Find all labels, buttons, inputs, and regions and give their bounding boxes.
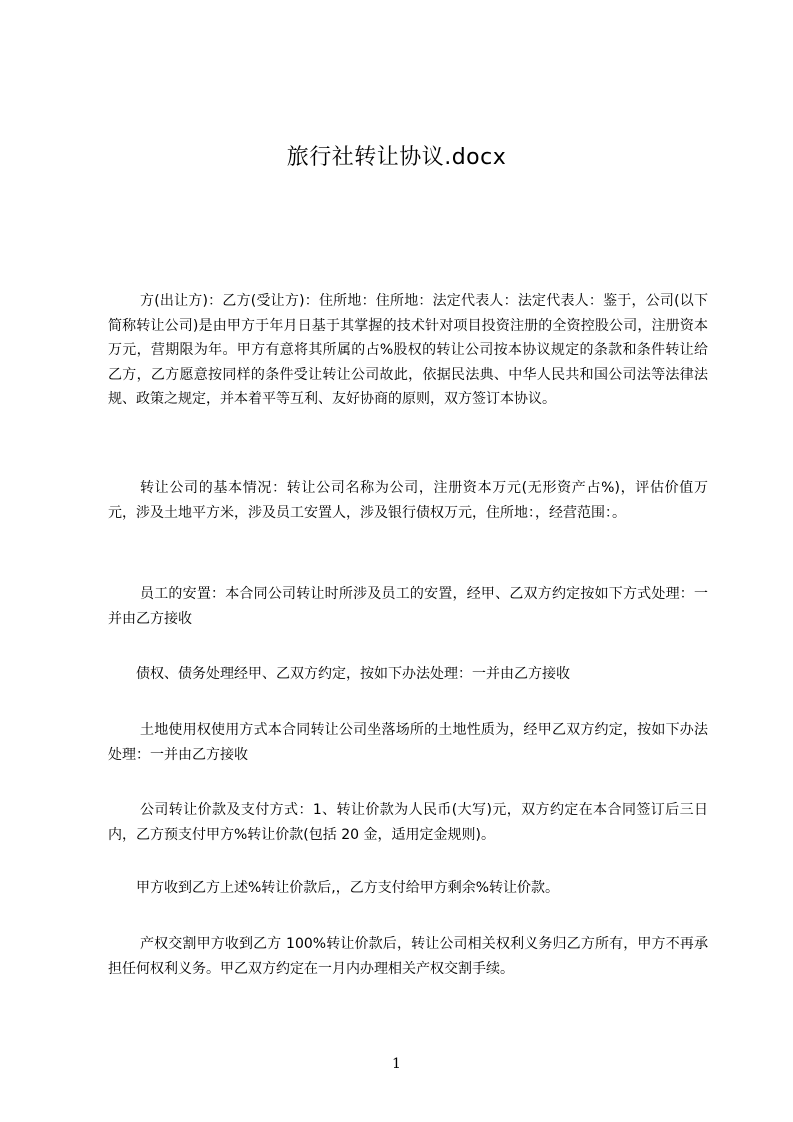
paragraph-land-use: 土地使用权使用方式本合同转让公司坐落场所的土地性质为，经甲乙双方约定，按如下办法处理：一并由乙方接收 bbox=[108, 722, 708, 763]
paragraph-parties-preamble: 方(出让方)：乙方(受让方)：住所地：住所地：法定代表人：法定代表人：鉴于，公司(以下简称转让公司)是由甲方于年月日基于其掌握的技术针对项目投资注册的全资控股公司，注册资本万元，营期限为年。甲方有意将其所属的占%股权的转让公司按本协议规定的条款和条件转让给乙方，乙方愿意按同样的条件受让转让公司故此，依据民法典、中华人民共和国公司法等法律法规、政策之规定，并本着平等互利、友好协商的原则，双方签订本协议。 bbox=[108, 293, 708, 407]
paragraph-payment-terms: 公司转让价款及支付方式：1、转让价款为人民币(大写)元，双方约定在本合同签订后三日内，乙方预支付甲方%转让价款(包括 20 金，适用定金规则)。 bbox=[108, 802, 708, 843]
document-title: 旅行社转让协议.docx bbox=[286, 145, 507, 170]
page-number: 1 bbox=[392, 1056, 401, 1072]
paragraph-debt-handling: 债权、债务处理经甲、乙双方约定，按如下办法处理：一并由乙方接收 bbox=[136, 666, 570, 682]
paragraph-property-transfer: 产权交割甲方收到乙方 100%转让价款后，转让公司相关权利义务归乙方所有，甲方不再承担任何权利义务。甲乙双方约定在一月内办理相关产权交割手续。 bbox=[108, 936, 708, 977]
paragraph-remaining-payment: 甲方收到乙方上述%转让价款后,，乙方支付给甲方剩余%转让价款。 bbox=[136, 880, 560, 896]
paragraph-employee-placement: 员工的安置：本合同公司转让时所涉及员工的安置，经甲、乙双方约定按如下方式处理：一并由乙方接收 bbox=[108, 586, 708, 627]
paragraph-company-info: 转让公司的基本情况：转让公司名称为公司，注册资本万元(无形资产占%)，评估价值万元，涉及土地平方米，涉及员工安置人，涉及银行债权万元，住所地：，经营范围：。 bbox=[108, 480, 708, 521]
